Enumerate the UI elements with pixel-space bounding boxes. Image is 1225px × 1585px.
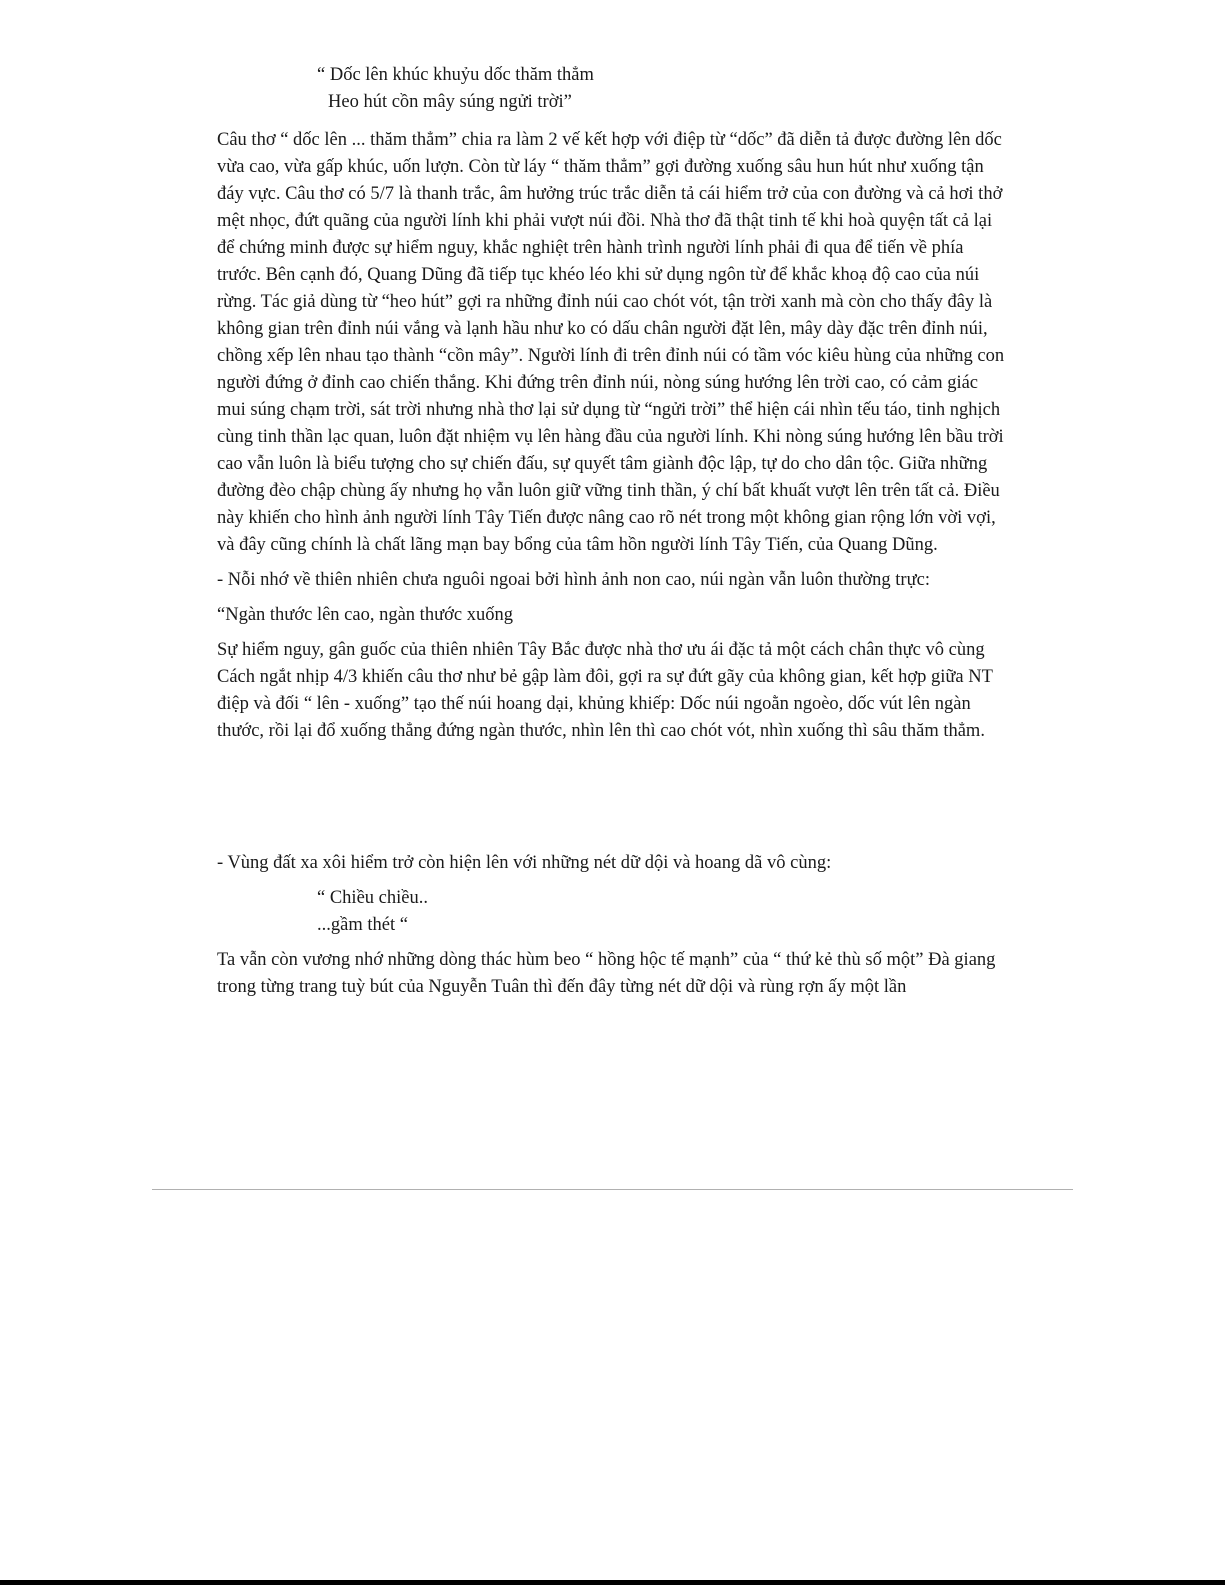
- quote-line: “Ngàn thước lên cao, ngàn thước xuống: [217, 605, 513, 625]
- verse-block-3: [317, 885, 1007, 939]
- paragraph-analysis-1: Câu thơ “ dốc lên ... thăm thẳm” chia ra làm 2 vế kết hợp với điệp từ “dốc” đã diễn tả được đường lên dốc vừa cao, vừa gấp khúc, uốn lượn. Còn từ láy “ thăm thẳm” gợi đường xuống sâu hun hút như xuống tận đáy vực. Câu thơ có 5/7 là thanh trắc, âm hưởng trúc trắc diễn tả cái hiểm trở của con đường và cả hơi thở mệt nhọc, đứt quãng của người lính khi phải vượt núi đồi. Nhà thơ đã thật tinh tế khi hoà quyện tất cả lại để chứng minh được sự hiểm nguy, khắc nghiệt trên hành trình người lính phải đi qua để tiến về phía trước. Bên cạnh đó, Quang Dũng đã tiếp tục khéo léo khi sử dụng ngôn từ để khắc khoạ độ cao của núi rừng. Tác giả dùng từ “heo hút” gợi ra những đỉnh núi cao chót vót, tận trời xanh mà còn cho thấy đây là không gian trên đỉnh núi vắng và lạnh hầu như ko có dấu chân người đặt lên, mây dày đặc trên đỉnh núi, chồng xếp lên nhau tạo thành “cồn mây”. Người lính đi trên đỉnh núi có tầm vóc kiêu hùng của những con người đứng ở đỉnh cao chiến thắng. Khi đứng trên đỉnh núi, nòng súng hướng lên trời cao, có cảm giác mui súng chạm trời, sát trời nhưng nhà thơ lại sử dụng từ “ngửi trời” thể hiện cái nhìn tếu táo, tinh nghịch cùng tinh thần lạc quan, luôn đặt nhiệm vụ lên hàng đầu của người lính. Khi nòng súng hướng lên bầu trời cao vẫn luôn là biểu tượng cho sự chiến đấu, sự quyết tâm giành độc lập, tự do cho dân tộc. Giữa những đường đèo chập chùng ấy nhưng họ vẫn luôn giữ vững tinh thần, ý chí bất khuất vượt lên trên tất cả. Điều này khiến cho hình ảnh người lính Tây Tiến được nâng cao rõ nét trong một không gian rộng lớn vời vợi, và đây cũng chính là chất lãng mạn bay bổng của tâm hồn người lính Tây Tiến, của Quang Dũng.: [217, 130, 1005, 555]
- paragraph-analysis-2: Sự hiểm nguy, gân guốc của thiên nhiên Tây Bắc được nhà thơ ưu ái đặc tả một cách chân thực vô cùng Cách ngắt nhịp 4/3 khiến câu thơ như bẻ gập làm đôi, gợi ra sự đứt gãy của không gian, kết hợp giữa NT điệp và đối “ lên - xuống” tạo thế núi hoang dại, khủng khiếp: Dốc núi ngoằn ngoèo, dốc vút lên ngàn thước, rồi lại đổ xuống thẳng đứng ngàn thước, nhìn lên thì cao chót vót, nhìn xuống thì sâu thăm thẳm.: [217, 640, 993, 741]
- verse-line: ...gầm thét “: [317, 915, 408, 935]
- verse-line: “ Chiều chiều..: [317, 888, 428, 908]
- bottom-edge-bar: [0, 1580, 1225, 1585]
- verse-block-1: [317, 62, 1007, 116]
- document-body: [217, 62, 1007, 1001]
- paragraph-analysis-3: Ta vẫn còn vương nhớ những dòng thác hùm beo “ hồng hộc tế mạnh” của “ thứ kẻ thù số một” Đà giang trong từng trang tuỳ bút của Nguyễn Tuân thì đến đây từng nét dữ dội và rùng rợn ấy một lần: [217, 950, 996, 997]
- paragraph-bullet-1: - Nỗi nhớ về thiên nhiên chưa nguôi ngoai bởi hình ảnh non cao, núi ngàn vẫn luôn thường trực:: [217, 570, 930, 590]
- paragraph-bullet-2: - Vùng đất xa xôi hiểm trở còn hiện lên với những nét dữ dội và hoang dã vô cùng:: [217, 853, 832, 873]
- page-divider: [152, 1189, 1073, 1190]
- verse-line: “ Dốc lên khúc khuỷu dốc thăm thẳm: [317, 65, 594, 85]
- verse-line: Heo hút cồn mây súng ngửi trời”: [328, 92, 572, 112]
